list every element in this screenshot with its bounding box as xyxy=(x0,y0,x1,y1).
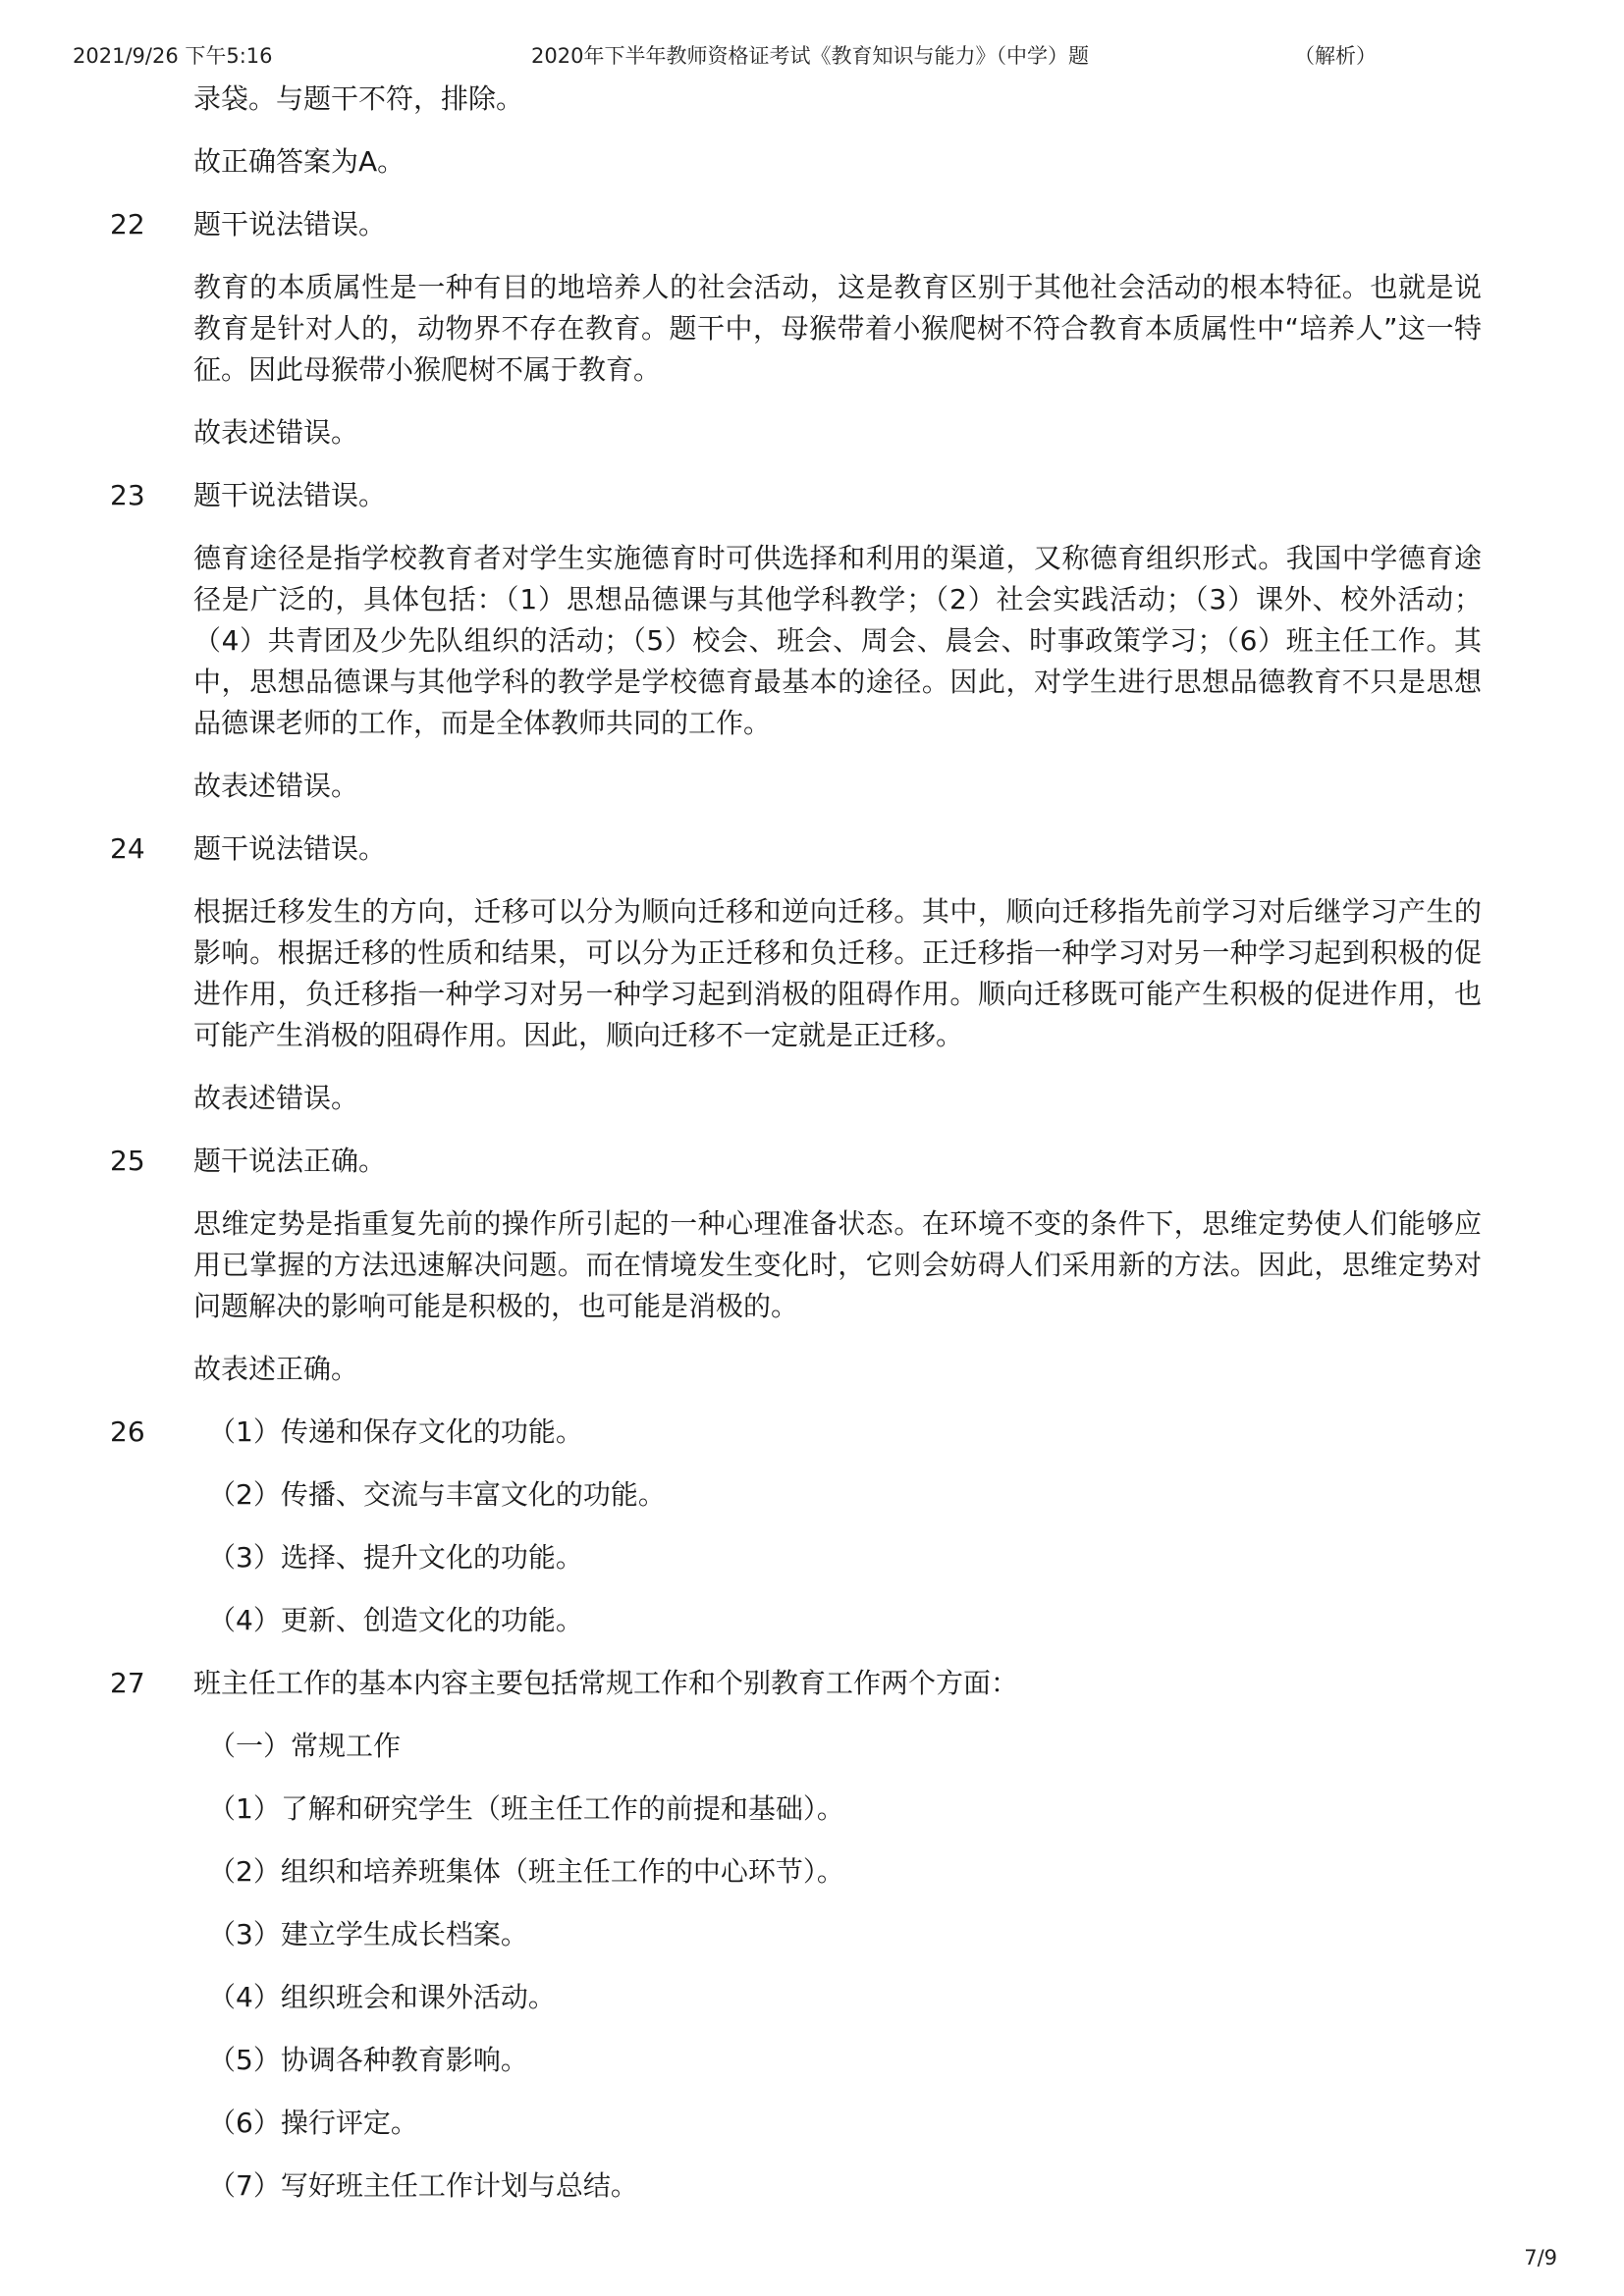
continuation-text: 录袋。与题干不符，排除。 xyxy=(193,82,524,115)
continuation-line xyxy=(0,79,1624,120)
page-number: 7/9 xyxy=(1524,2246,1557,2269)
question-verdict: 题干说法错误。 xyxy=(193,208,387,240)
question-27-item xyxy=(0,1977,1624,2018)
list-item: （1）传递和保存文化的功能。 xyxy=(208,1415,583,1448)
question-verdict: 题干说法错误。 xyxy=(193,479,387,511)
question-22-head xyxy=(0,204,1624,245)
question-22-explanation: 教育的本质属性是一种有目的地培养人的社会活动，这是教育区别于其他社会活动的根本特征。也就是说教育是针对人的，动物界不存在教育。题干中，母猴带着小猴爬树不符合教育本质属性中“培养人”这一特征。因此母猴带小猴爬树不属于教育。 xyxy=(193,271,1482,386)
list-item: （一）常规工作 xyxy=(208,1730,402,1762)
question-22-conclusion xyxy=(0,412,1624,454)
question-26-item xyxy=(0,1474,1624,1516)
question-27-item xyxy=(0,1789,1624,1830)
conclusion-text: 故表述错误。 xyxy=(193,770,359,802)
print-date: 2021/9/26 下午5:16 xyxy=(73,44,273,68)
list-item: （5）协调各种教育影响。 xyxy=(208,2044,528,2076)
question-27-item xyxy=(0,2165,1624,2207)
question-23-conclusion xyxy=(0,766,1624,807)
question-24-explanation: 根据迁移发生的方向，迁移可以分为顺向迁移和逆向迁移。其中，顺向迁移指先前学习对后继学习产生的影响。根据迁移的性质和结果，可以分为正迁移和负迁移。正迁移指一种学习对另一种学习起到积极的促进作用，负迁移指一种学习对另一种学习起到消极的阻碍作用。顺向迁移既可能产生积极的促进作用，也可能产生消极的阻碍作用。因此，顺向迁移不一定就是正迁移。 xyxy=(193,895,1482,1051)
document-tag: （解析） xyxy=(1294,44,1377,68)
list-item: （4）更新、创造文化的功能。 xyxy=(208,1604,583,1636)
question-27-item xyxy=(0,1851,1624,1893)
question-26-item xyxy=(0,1600,1624,1641)
question-intro: 班主任工作的基本内容主要包括常规工作和个别教育工作两个方面： xyxy=(193,1667,1019,1699)
question-26-item xyxy=(0,1412,1624,1453)
answer-line xyxy=(0,141,1624,183)
conclusion-text: 故表述错误。 xyxy=(193,416,359,449)
list-item: （2）组织和培养班集体（班主任工作的中心环节）。 xyxy=(208,1855,844,1888)
list-item: （7）写好班主任工作计划与总结。 xyxy=(208,2169,638,2202)
question-number: 24 xyxy=(110,832,145,865)
question-27-head xyxy=(0,1663,1624,1704)
list-item: （3）建立学生成长档案。 xyxy=(208,1918,528,1950)
question-25-head xyxy=(0,1141,1624,1182)
list-item: （2）传播、交流与丰富文化的功能。 xyxy=(208,1478,666,1511)
answer-text: 故正确答案为A。 xyxy=(193,145,406,178)
question-24-conclusion xyxy=(0,1078,1624,1119)
answer-content xyxy=(0,79,1624,2207)
question-verdict: 题干说法错误。 xyxy=(193,832,387,865)
list-item: （3）选择、提升文化的功能。 xyxy=(208,1541,583,1574)
question-verdict: 题干说法正确。 xyxy=(193,1145,387,1177)
question-26-item xyxy=(0,1537,1624,1578)
question-number: 22 xyxy=(110,208,145,240)
question-number: 25 xyxy=(110,1145,145,1177)
question-27-item xyxy=(0,1726,1624,1767)
question-27-item xyxy=(0,2103,1624,2144)
list-item: （1）了解和研究学生（班主任工作的前提和基础）。 xyxy=(208,1792,844,1825)
document-title: 2020年下半年教师资格证考试《教育知识与能力》（中学）题 xyxy=(531,44,1089,68)
question-23-head xyxy=(0,475,1624,516)
question-number: 23 xyxy=(110,479,145,511)
conclusion-text: 故表述正确。 xyxy=(193,1353,359,1385)
question-number: 27 xyxy=(110,1667,145,1699)
list-item: （6）操行评定。 xyxy=(208,2107,418,2139)
question-24-head xyxy=(0,828,1624,870)
question-23-explanation: 德育途径是指学校教育者对学生实施德育时可供选择和利用的渠道，又称德育组织形式。我国中学德育途径是广泛的，具体包括：（1）思想品德课与其他学科教学；（2）社会实践活动；（3）课外、校外活动；（4）共青团及少先队组织的活动；（5）校会、班会、周会、晨会、时事政策学习；（6）班主任工作。其中，思想品德课与其他学科的教学是学校德育最基本的途径。因此，对学生进行思想品德教育不只是思想品德课老师的工作，而是全体教师共同的工作。 xyxy=(193,542,1482,739)
question-25-conclusion xyxy=(0,1349,1624,1390)
question-27-item xyxy=(0,1914,1624,1955)
question-25-explanation: 思维定势是指重复先前的操作所引起的一种心理准备状态。在环境不变的条件下，思维定势使人们能够应用已掌握的方法迅速解决问题。而在情境发生变化时，它则会妨碍人们采用新的方法。因此，思维定势对问题解决的影响可能是积极的，也可能是消极的。 xyxy=(193,1207,1482,1322)
question-27-item xyxy=(0,2040,1624,2081)
question-number: 26 xyxy=(110,1415,145,1448)
conclusion-text: 故表述错误。 xyxy=(193,1082,359,1114)
list-item: （4）组织班会和课外活动。 xyxy=(208,1981,556,2013)
